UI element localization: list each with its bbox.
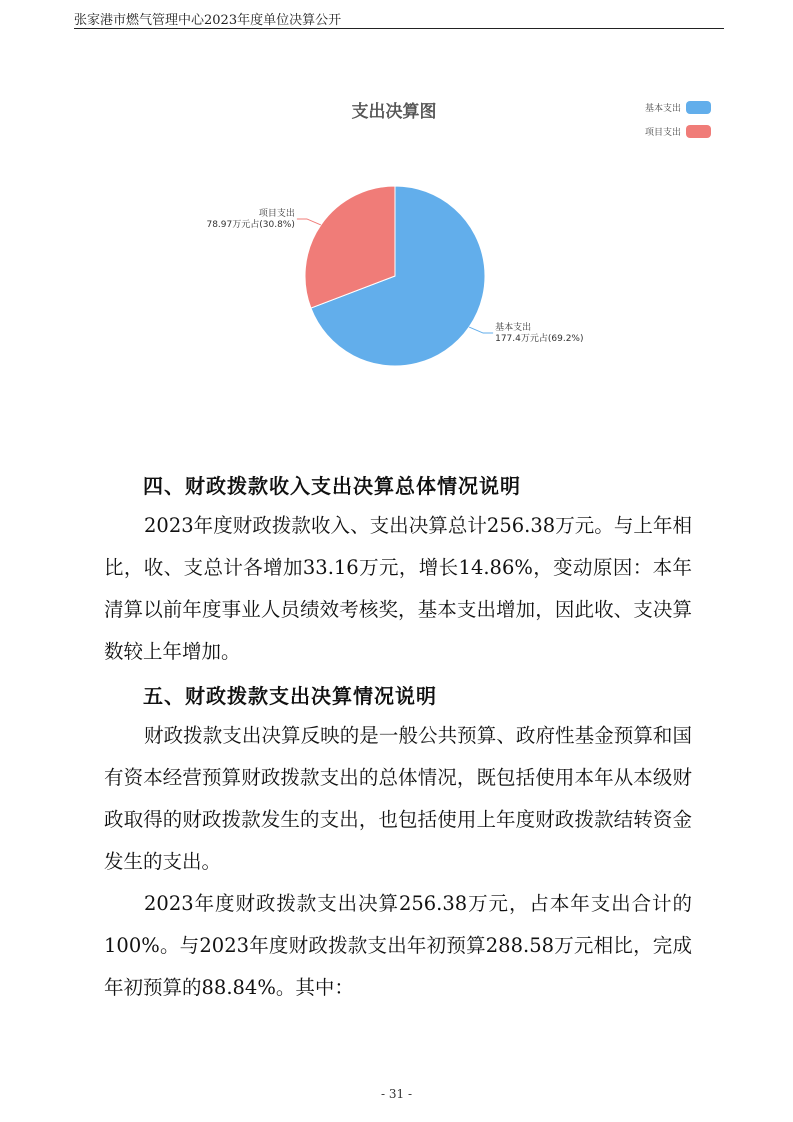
legend-swatch-1: [686, 101, 711, 114]
legend-label-2: 项目支出: [644, 128, 681, 138]
leader-line-2: [297, 219, 321, 225]
slice-label-value-1: 177.4万元占(69.2%): [495, 334, 584, 345]
section-4-paragraph: 2023年度财政拨款收入、支出决算总计256.38万元。与上年相比，收、支总计各增加33.16万元，增长14.86%，变动原因：本年清算以前年度事业人员绩效考核奖，基本支出增加，因此收、支决算数较上年增加。: [104, 514, 692, 663]
slice-label-name-1: 基本支出: [495, 323, 532, 334]
header-rule: [74, 28, 724, 29]
page-number: - 31 -: [380, 1087, 412, 1101]
pie-chart: [0, 80, 793, 420]
section-5-paragraph-2: 2023年度财政拨款支出决算256.38万元，占本年支出合计的100%。与2023年度财政拨款支出年初预算288.58万元相比，完成年初预算的88.84%。其中：: [104, 892, 692, 999]
section-5-paragraph-1: 财政拨款支出决算反映的是一般公共预算、政府性基金预算和国有资本经营预算财政拨款支出的总体情况，既包括使用本年从本级财政取得的财政拨款发生的支出，也包括使用上年度财政拨款结转资金发生的支出。: [104, 724, 692, 873]
slice-label-name-2: 项目支出: [258, 208, 295, 219]
page-header: 张家港市燃气管理中心2023年度单位决算公开: [74, 13, 342, 28]
legend-label-1: 基本支出: [644, 104, 681, 114]
section-5-heading: 五、财政拨款支出决算情况说明: [143, 684, 437, 708]
legend-swatch-2: [686, 125, 711, 138]
leader-line-1: [469, 327, 493, 333]
chart-title: 支出决算图: [351, 102, 437, 122]
section-4-heading: 四、财政拨款收入支出决算总体情况说明: [143, 474, 521, 498]
slice-label-value-2: 78.97万元占(30.8%): [206, 219, 295, 230]
